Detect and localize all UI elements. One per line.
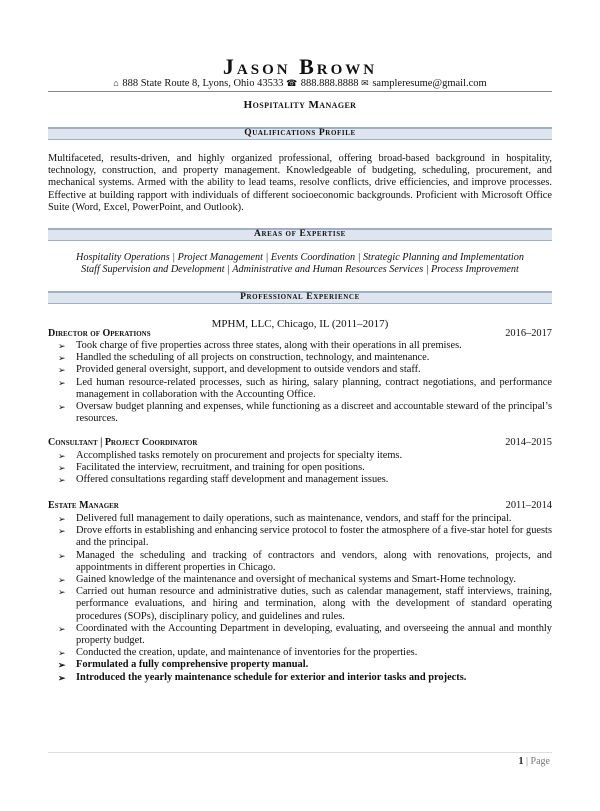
arrow-bullet-icon: ➢ xyxy=(58,377,66,388)
role-header xyxy=(48,437,552,449)
list-item: ➢ Carried out human resource and administrative duties, such as calendar management, staff interviews, training, performance evaluations, and hiring and termination, along with the development of standard operating procedures (SOPs), disciplinary policy, and guidelines and rules. xyxy=(58,586,552,622)
email-icon: ✉ xyxy=(361,78,369,88)
role-title: Consultant | Project Coordinator xyxy=(48,437,198,448)
role-header xyxy=(48,500,552,512)
footer-divider xyxy=(48,752,552,753)
role-title: Director of Operations xyxy=(48,328,151,339)
role-bullets xyxy=(58,340,552,425)
section-header-qualifications xyxy=(48,127,552,140)
list-item: ➢ Oversaw budget planning and expenses, while functioning as a discreet and accountable steward of the principal’s resources. xyxy=(58,401,552,425)
expertise-line-2: Staff Supervision and Development | Administrative and Human Resources Services | Process Improvement xyxy=(81,264,519,275)
phone-icon: ☎ xyxy=(285,78,298,88)
list-item: ➢ Gained knowledge of the maintenance and oversight of mechanical systems and Smart-Home technology. xyxy=(58,574,516,586)
role-header xyxy=(48,328,552,340)
role-dates: 2016–2017 xyxy=(505,328,552,339)
arrow-bullet-icon: ➢ xyxy=(58,353,66,364)
arrow-bullet-icon: ➢ xyxy=(58,672,66,683)
arrow-bullet-icon: ➢ xyxy=(58,660,66,671)
phone: 888.888.8888 xyxy=(300,78,359,89)
arrow-bullet-icon: ➢ xyxy=(58,475,66,486)
home-icon: ⌂ xyxy=(113,78,119,88)
list-item: ➢ Provided general oversight, support, and development to outside vendors and staff. xyxy=(58,364,421,376)
arrow-bullet-icon: ➢ xyxy=(58,575,66,586)
section-label: Qualifications Profile xyxy=(244,128,356,138)
contact-line xyxy=(0,78,600,89)
list-item: ➢ Took charge of five properties across three states, along with their operations in all premises. xyxy=(58,340,462,351)
list-item: ➢ Led human resource-related processes, such as hiring, salary planning, contract negotiations, and performance management in collaboration with the Accounting Office. xyxy=(58,376,552,400)
list-item: ➢ Drove efforts in establishing and enhancing service protocol to foster the atmosphere of a five-star hotel for guests and the principal. xyxy=(58,525,552,549)
arrow-bullet-icon: ➢ xyxy=(58,550,66,561)
arrow-bullet-icon: ➢ xyxy=(58,341,66,351)
list-item: ➢ Formulated a fully comprehensive property manual. xyxy=(58,659,309,671)
section-header-experience xyxy=(48,291,552,304)
arrow-bullet-icon: ➢ xyxy=(58,402,66,413)
section-label: Professional Experience xyxy=(240,292,360,302)
arrow-bullet-icon: ➢ xyxy=(58,648,66,659)
role-dates: 2014–2015 xyxy=(505,437,552,448)
address: 888 State Route 8, Lyons, Ohio 43533 xyxy=(122,78,284,89)
header-divider xyxy=(48,91,552,92)
arrow-bullet-icon: ➢ xyxy=(58,526,66,537)
list-item: ➢ Coordinated with the Accounting Department in developing, evaluating, and overseeing the annual and monthly property budget. xyxy=(58,622,552,647)
candidate-name: Jason Brown xyxy=(222,54,378,79)
list-item: ➢ Offered consultations regarding staff development and management issues. xyxy=(58,474,389,486)
role-bullets xyxy=(58,450,552,487)
role-dates: 2011–2014 xyxy=(505,500,552,511)
list-item: ➢ Delivered full management to daily operations, such as maintenance, vendors, and staff for the principal. xyxy=(58,513,512,524)
list-item: ➢ Facilitated the interview, recruitment, and training for open positions. xyxy=(58,462,365,474)
expertise-line-1: Hospitality Operations | Project Management | Events Coordination | Strategic Planning and Implementation xyxy=(76,252,524,263)
arrow-bullet-icon: ➢ xyxy=(58,365,66,376)
job-title: Hospitality Manager xyxy=(243,99,357,111)
company-line: MPHM, LLC, Chicago, IL (2011–2017) xyxy=(211,318,389,330)
list-item: ➢ Managed the scheduling and tracking of contractors and vendors, along with renovations, projects, and appointments in different properties in Chicago. xyxy=(58,549,552,573)
list-item: ➢ Introduced the yearly maintenance schedule for exterior and interior tasks and projects. xyxy=(58,671,467,683)
arrow-bullet-icon: ➢ xyxy=(58,514,66,524)
list-item: ➢ Handled the scheduling of all projects on construction, technology, and maintenance. xyxy=(58,352,430,364)
arrow-bullet-icon: ➢ xyxy=(58,451,66,461)
role-title: Estate Manager xyxy=(48,500,119,511)
section-label: Areas of Expertise xyxy=(254,229,346,239)
list-item: ➢ Accomplished tasks remotely on procurement and projects for specialty items. xyxy=(58,450,403,461)
list-item: ➢ Conducted the creation, update, and maintenance of inventories for the properties. xyxy=(58,647,418,659)
role-bullets xyxy=(58,513,552,684)
arrow-bullet-icon: ➢ xyxy=(58,623,66,634)
arrow-bullet-icon: ➢ xyxy=(58,587,66,598)
page-number: 1 | Page xyxy=(518,756,550,767)
arrow-bullet-icon: ➢ xyxy=(58,463,66,474)
qualifications-text: Multifaceted, results-driven, and highly organized professional, offering broad-based background in hospitality, technology, construction, and property management. Knowledgeable of budgeting, scheduling, procurement, and mechanical systems. Armed with the ability to lead teams, resolve conflicts, drive efficiencies, and improve processes. Effective at building rapport with individuals of different socioeconomic backgrounds. Proficient with Microsoft Office Suite (Word, Excel, PowerPoint, and Outlook). xyxy=(48,153,552,213)
section-header-expertise xyxy=(48,228,552,241)
email-link[interactable]: sampleresume@gmail.com xyxy=(372,78,487,89)
